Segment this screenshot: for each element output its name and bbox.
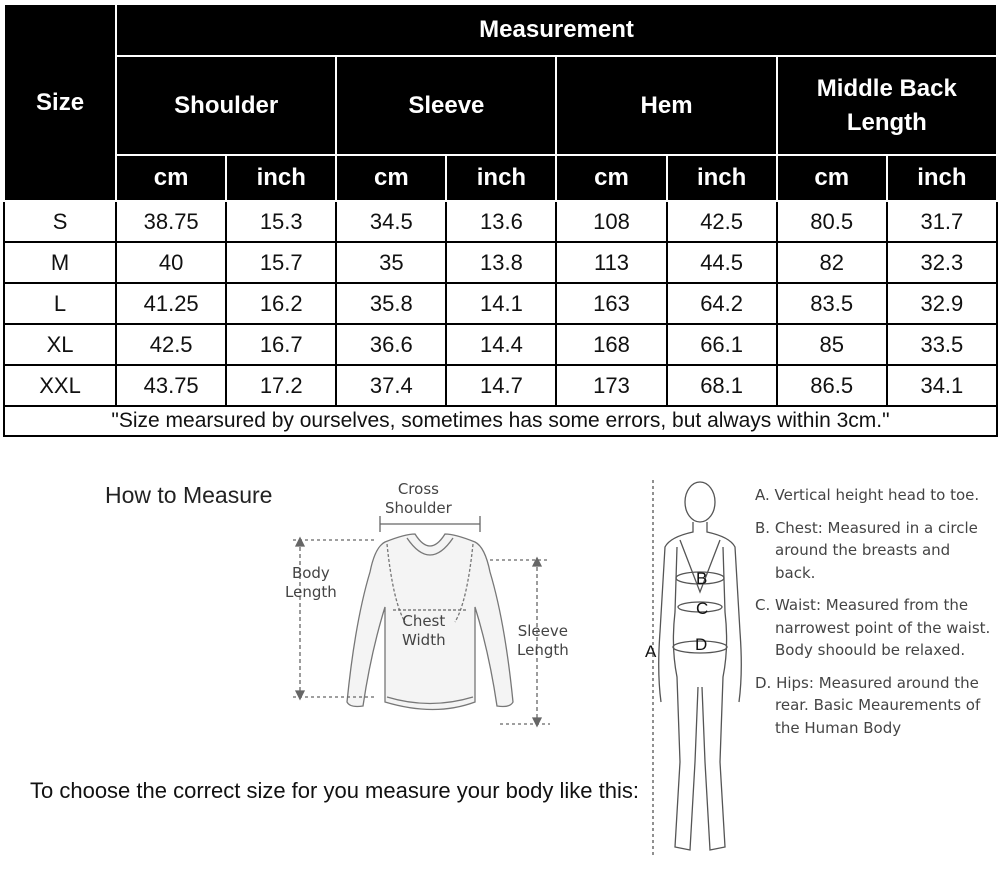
note-chest: B. Chest: Measured in a circle around the breasts and back. <box>755 518 978 582</box>
value-cell: 68.1 <box>667 365 777 406</box>
value-cell: 32.3 <box>887 242 997 283</box>
group-header: Sleeve <box>336 56 556 155</box>
size-column-header: Size <box>4 4 116 201</box>
size-cell: M <box>4 242 116 283</box>
value-cell: 13.8 <box>446 242 556 283</box>
value-cell: 173 <box>556 365 666 406</box>
measure-instruction: To choose the correct size for you measure your body like this: <box>30 778 639 803</box>
value-cell: 83.5 <box>777 283 887 324</box>
value-cell: 38.75 <box>116 201 226 242</box>
table-row <box>4 201 997 242</box>
value-cell: 14.4 <box>446 324 556 365</box>
table-row <box>4 283 997 324</box>
hips-marker-d: D <box>695 635 708 654</box>
body-figure-diagram <box>635 472 755 867</box>
value-cell: 82 <box>777 242 887 283</box>
value-cell: 13.6 <box>446 201 556 242</box>
value-cell: 37.4 <box>336 365 446 406</box>
measurement-disclaimer: "Size mearsured by ourselves, sometimes has some errors, but always within 3cm." <box>4 406 997 436</box>
value-cell: 16.2 <box>226 283 336 324</box>
value-cell: 16.7 <box>226 324 336 365</box>
value-cell: 36.6 <box>336 324 446 365</box>
unit-header: inch <box>887 155 997 201</box>
unit-header: cm <box>556 155 666 201</box>
unit-header: inch <box>446 155 556 201</box>
value-cell: 86.5 <box>777 365 887 406</box>
value-cell: 42.5 <box>116 324 226 365</box>
table-row <box>4 242 997 283</box>
value-cell: 14.7 <box>446 365 556 406</box>
value-cell: 44.5 <box>667 242 777 283</box>
value-cell: 163 <box>556 283 666 324</box>
value-cell: 34.1 <box>887 365 997 406</box>
value-cell: 80.5 <box>777 201 887 242</box>
measurement-header: Measurement <box>116 4 997 56</box>
size-cell: XL <box>4 324 116 365</box>
group-header: Middle Back Length <box>777 56 997 155</box>
size-cell: XXL <box>4 365 116 406</box>
value-cell: 168 <box>556 324 666 365</box>
unit-header: cm <box>116 155 226 201</box>
unit-header: inch <box>226 155 336 201</box>
value-cell: 15.3 <box>226 201 336 242</box>
table-row <box>4 365 997 406</box>
body-figure-illustration <box>635 472 755 867</box>
value-cell: 108 <box>556 201 666 242</box>
note-hips: D. Hips: Measured around the rear. Basic Meaurements of the Human Body <box>755 673 981 737</box>
sleeve-length-label: Sleeve Length <box>517 622 569 659</box>
note-height: A. Vertical height head to toe. <box>755 486 980 504</box>
waist-marker-c: C <box>696 599 709 618</box>
value-cell: 32.9 <box>887 283 997 324</box>
how-to-measure-title: How to Measure <box>105 482 273 508</box>
body-measurement-notes <box>755 484 995 749</box>
value-cell: 15.7 <box>226 242 336 283</box>
note-waist: C. Waist: Measured from the narrowest point of the waist. Body shoould be relaxed. <box>755 596 991 659</box>
value-cell: 42.5 <box>667 201 777 242</box>
height-marker-a: A <box>645 642 657 661</box>
value-cell: 35 <box>336 242 446 283</box>
table-row <box>4 324 997 365</box>
value-cell: 34.5 <box>336 201 446 242</box>
unit-header: cm <box>336 155 446 201</box>
value-cell: 35.8 <box>336 283 446 324</box>
value-cell: 17.2 <box>226 365 336 406</box>
value-cell: 43.75 <box>116 365 226 406</box>
unit-header: inch <box>667 155 777 201</box>
size-cell: S <box>4 201 116 242</box>
value-cell: 31.7 <box>887 201 997 242</box>
value-cell: 85 <box>777 324 887 365</box>
group-header: Shoulder <box>116 56 336 155</box>
value-cell: 64.2 <box>667 283 777 324</box>
unit-header: cm <box>777 155 887 201</box>
value-cell: 66.1 <box>667 324 777 365</box>
size-cell: L <box>4 283 116 324</box>
chest-marker-b: B <box>696 569 708 588</box>
cross-shoulder-label: Cross Shoulder <box>385 480 452 517</box>
value-cell: 40 <box>116 242 226 283</box>
body-length-label: Body Length <box>285 564 337 601</box>
value-cell: 33.5 <box>887 324 997 365</box>
value-cell: 41.25 <box>116 283 226 324</box>
size-chart-table <box>3 3 998 437</box>
value-cell: 14.1 <box>446 283 556 324</box>
group-header: Hem <box>556 56 776 155</box>
sweater-diagram <box>275 472 605 742</box>
chest-width-label: Chest Width <box>402 612 446 649</box>
value-cell: 113 <box>556 242 666 283</box>
